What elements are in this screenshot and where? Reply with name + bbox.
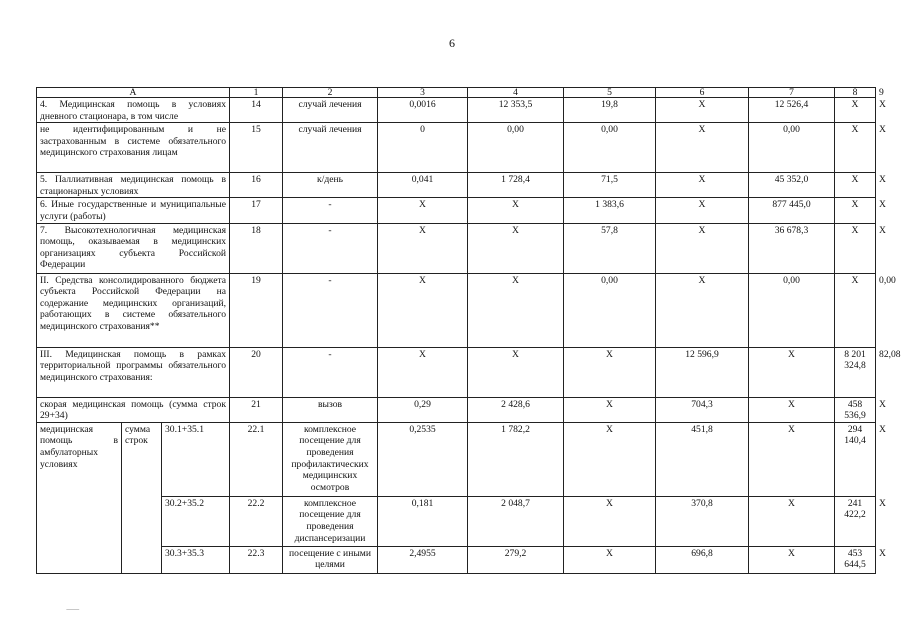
value-cell-c6: X <box>656 223 749 273</box>
row-name-cell: 7. Высокотехнологичная медицинская помощь, оказываемая в медицинских организациях субъекта Российской Федерации <box>37 223 230 273</box>
value-cell-c1: 20 <box>230 347 283 397</box>
value-cell-c5: 1 383,6 <box>564 198 656 223</box>
group-row: медицинская помощь в амбулаторных условиях сумма строк 30.1+35.1 22.1 комплексное посещение для проведения профилактических медицинских осмотров 0,2535 1 782,2 X 451,8 X 294 140,4 X <box>37 422 876 496</box>
table-row: 4. Медицинская помощь в условиях дневного стационара, в том числе 14 случай лечения 0,0016 12 353,5 19,8 X 12 526,4 X X <box>37 98 876 123</box>
value-cell-c4: 12 353,5 <box>468 98 564 123</box>
value-cell-c3: X <box>378 347 468 397</box>
value-cell-c6: X <box>656 273 749 347</box>
table-row: 6. Иные государственные и муниципальные услуги (работы) 17 - X X 1 383,6 X 877 445,0 X X <box>37 198 876 223</box>
value-cell-c3: 0,041 <box>378 173 468 198</box>
value-cell-c4: X <box>468 347 564 397</box>
group-value-cell-c8: 453 644,5 <box>835 546 876 573</box>
value-cell-c1: 16 <box>230 173 283 198</box>
group-row: 30.2+35.2 22.2 комплексное посещение для проведения диспансеризации 0,181 2 048,7 X 370,8 X 241 422,2 X <box>37 496 876 546</box>
header-row: А 1 2 3 4 5 6 7 8 9 <box>37 88 876 98</box>
value-cell-c8: 8 201 324,8 <box>835 347 876 397</box>
row-name-cell: III. Медицинская помощь в рамках территориальной программы обязательного медицинского страхования: <box>37 347 230 397</box>
value-cell-c2: - <box>283 198 378 223</box>
group-value-cell-c7: X <box>749 546 835 573</box>
group-sum-label-cell: сумма строк <box>122 422 162 573</box>
group-value-cell-c5: X <box>564 422 656 496</box>
value-cell-c4: 1 728,4 <box>468 173 564 198</box>
table-row: II. Средства консолидированного бюджета субъекта Российской Федерации на содержание медицинских организаций, работающих в системе обязательного медицинского страхования** 19 - X X 0,00 X 0,00 X 0,00 <box>37 273 876 347</box>
value-cell-c1: 14 <box>230 98 283 123</box>
value-cell-c7: 36 678,3 <box>749 223 835 273</box>
group-value-cell-c7: X <box>749 496 835 546</box>
value-cell-c3: X <box>378 198 468 223</box>
table-row: 7. Высокотехнологичная медицинская помощь, оказываемая в медицинских организациях субъекта Российской Федерации 18 - X X 57,8 X 36 678,3 X X <box>37 223 876 273</box>
group-value-cell-c5: X <box>564 546 656 573</box>
group-value-cell-c1: 22.3 <box>230 546 283 573</box>
group-value-cell-c1: 22.2 <box>230 496 283 546</box>
value-cell-c2: - <box>283 273 378 347</box>
value-cell-c7: 12 526,4 <box>749 98 835 123</box>
group-value-cell-c3: 0,2535 <box>378 422 468 496</box>
scan-mark: ⸺ <box>66 605 80 614</box>
table-row: III. Медицинская помощь в рамках территориальной программы обязательного медицинского страхования: 20 - X X X 12 596,9 X 8 201 324,8 82,08 <box>37 347 876 397</box>
value-cell-c7: X <box>749 397 835 422</box>
value-cell-c5: 19,8 <box>564 98 656 123</box>
value-cell-c8: X <box>835 198 876 223</box>
value-cell-c3: X <box>378 223 468 273</box>
group-sub-cell: 30.2+35.2 <box>162 496 230 546</box>
group-value-cell-c1: 22.1 <box>230 422 283 496</box>
row-name-cell: 5. Паллиативная медицинская помощь в стационарных условиях <box>37 173 230 198</box>
value-cell-c5: 0,00 <box>564 273 656 347</box>
header-cell-7: 7 <box>749 88 835 98</box>
value-cell-c7: 877 445,0 <box>749 198 835 223</box>
row-name-cell: не идентифицированным и не застрахованным в системе обязательного медицинского страхования лицам <box>37 123 230 173</box>
value-cell-c6: 704,3 <box>656 397 749 422</box>
value-cell-c5: 71,5 <box>564 173 656 198</box>
row-name-cell: скорая медицинская помощь (сумма строк 29+34) <box>37 397 230 422</box>
value-cell-c3: 0,0016 <box>378 98 468 123</box>
group-label-cell: медицинская помощь в амбулаторных условиях <box>37 422 122 573</box>
group-value-cell-c6: 696,8 <box>656 546 749 573</box>
row-name-cell: 6. Иные государственные и муниципальные услуги (работы) <box>37 198 230 223</box>
page-number: 6 <box>449 36 455 50</box>
value-cell-c2: - <box>283 223 378 273</box>
group-value-cell-c7: X <box>749 422 835 496</box>
value-cell-c6: 12 596,9 <box>656 347 749 397</box>
value-cell-c2: вызов <box>283 397 378 422</box>
group-value-cell-c4: 2 048,7 <box>468 496 564 546</box>
value-cell-c4: X <box>468 273 564 347</box>
group-value-cell-c8: 241 422,2 <box>835 496 876 546</box>
value-cell-c8: X <box>835 123 876 173</box>
value-cell-c5: 0,00 <box>564 123 656 173</box>
value-cell-c2: случай лечения <box>283 98 378 123</box>
group-value-cell-c2: посещение с иными целями <box>283 546 378 573</box>
value-cell-c8: X <box>835 98 876 123</box>
group-value-cell-c8: 294 140,4 <box>835 422 876 496</box>
value-cell-c4: 0,00 <box>468 123 564 173</box>
value-cell-c6: X <box>656 98 749 123</box>
value-cell-c3: 0 <box>378 123 468 173</box>
value-cell-c7: 45 352,0 <box>749 173 835 198</box>
header-cell-5: 5 <box>564 88 656 98</box>
table-row: 5. Паллиативная медицинская помощь в стационарных условиях 16 к/день 0,041 1 728,4 71,5 X 45 352,0 X X <box>37 173 876 198</box>
value-cell-c1: 18 <box>230 223 283 273</box>
value-cell-c1: 15 <box>230 123 283 173</box>
group-value-cell-c4: 279,2 <box>468 546 564 573</box>
financing-table <box>36 87 901 574</box>
value-cell-c4: X <box>468 223 564 273</box>
value-cell-c4: X <box>468 198 564 223</box>
value-cell-c5: X <box>564 347 656 397</box>
group-value-cell-c3: 2,4955 <box>378 546 468 573</box>
value-cell-c2: - <box>283 347 378 397</box>
value-cell-c8: X <box>835 173 876 198</box>
group-value-cell-c6: 370,8 <box>656 496 749 546</box>
group-value-cell-c2: комплексное посещение для проведения профилактических медицинских осмотров <box>283 422 378 496</box>
table-row: скорая медицинская помощь (сумма строк 29+34) 21 вызов 0,29 2 428,6 X 704,3 X 458 536,9 X <box>37 397 876 422</box>
row-name-cell: II. Средства консолидированного бюджета субъекта Российской Федерации на содержание медицинских организаций, работающих в системе обязательного медицинского страхования** <box>37 273 230 347</box>
value-cell-c6: X <box>656 123 749 173</box>
value-cell-c3: 0,29 <box>378 397 468 422</box>
group-sub-cell: 30.1+35.1 <box>162 422 230 496</box>
value-cell-c5: 57,8 <box>564 223 656 273</box>
value-cell-c7: X <box>749 347 835 397</box>
group-value-cell-c4: 1 782,2 <box>468 422 564 496</box>
value-cell-c2: к/день <box>283 173 378 198</box>
header-cell-6: 6 <box>656 88 749 98</box>
group-sub-cell: 30.3+35.3 <box>162 546 230 573</box>
value-cell-c7: 0,00 <box>749 273 835 347</box>
value-cell-c8: 458 536,9 <box>835 397 876 422</box>
header-cell-a: А <box>37 88 230 98</box>
header-cell-3: 3 <box>378 88 468 98</box>
header-cell-1: 1 <box>230 88 283 98</box>
table-row: не идентифицированным и не застрахованным в системе обязательного медицинского страхования лицам 15 случай лечения 0 0,00 0,00 X 0,00 X X <box>37 123 876 173</box>
group-value-cell-c5: X <box>564 496 656 546</box>
value-cell-c1: 21 <box>230 397 283 422</box>
group-value-cell-c2: комплексное посещение для проведения диспансеризации <box>283 496 378 546</box>
header-cell-8: 8 <box>835 88 876 98</box>
value-cell-c1: 17 <box>230 198 283 223</box>
value-cell-c7: 0,00 <box>749 123 835 173</box>
value-cell-c1: 19 <box>230 273 283 347</box>
value-cell-c8: X <box>835 273 876 347</box>
value-cell-c2: случай лечения <box>283 123 378 173</box>
value-cell-c4: 2 428,6 <box>468 397 564 422</box>
value-cell-c6: X <box>656 173 749 198</box>
header-cell-2: 2 <box>283 88 378 98</box>
value-cell-c5: X <box>564 397 656 422</box>
group-row: 30.3+35.3 22.3 посещение с иными целями 2,4955 279,2 X 696,8 X 453 644,5 X <box>37 546 876 573</box>
value-cell-c6: X <box>656 198 749 223</box>
value-cell-c3: X <box>378 273 468 347</box>
group-value-cell-c3: 0,181 <box>378 496 468 546</box>
row-name-cell: 4. Медицинская помощь в условиях дневного стационара, в том числе <box>37 98 230 123</box>
value-cell-c8: X <box>835 223 876 273</box>
header-cell-4: 4 <box>468 88 564 98</box>
group-value-cell-c6: 451,8 <box>656 422 749 496</box>
